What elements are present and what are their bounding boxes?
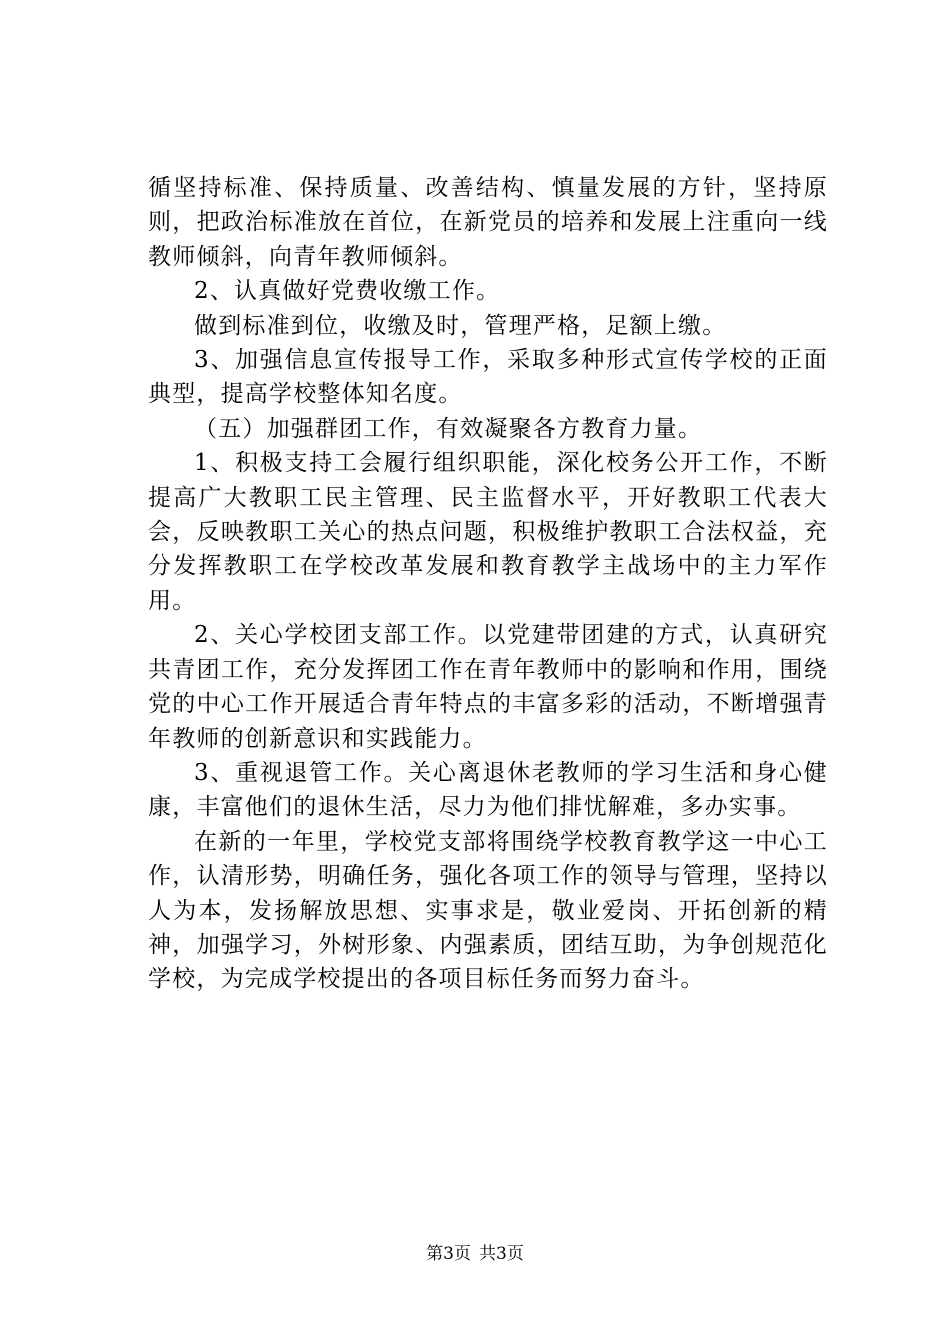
paragraph-retirees: 3、重视退管工作。关心离退休老教师的学习生活和身心健康，丰富他们的退休生活，尽力为他们排忧解难，多办实事。 xyxy=(148,759,828,821)
paragraph-party-dues-detail: 做到标准到位，收缴及时，管理严格，足额上缴。 xyxy=(194,312,727,339)
paragraph-continuation: 循坚持标准、保持质量、改善结构、慎量发展的方针，坚持原则，把政治标准放在首位，在新党员的培养和发展上注重向一线教师倾斜，向青年教师倾斜。 xyxy=(148,175,828,270)
page-number-current: 第3页 xyxy=(426,1244,471,1264)
paragraph-party-dues-heading: 2、认真做好党费收缴工作。 xyxy=(194,278,501,305)
page-number-total: 共3页 xyxy=(479,1244,524,1264)
paragraph-youth-league: 2、关心学校团支部工作。以党建带团建的方式，认真研究共青团工作，充分发挥团工作在青年教师中的影响和作用，围绕党的中心工作开展适合青年特点的丰富多彩的活动，不断增强青年教师的创新意识和实践能力。 xyxy=(148,622,828,752)
paragraph-trade-union: 1、积极支持工会履行组织职能，深化校务公开工作，不断提高广大教职工民主管理、民主监督水平，开好教职工代表大会，反映教职工关心的热点问题，积极维护教职工合法权益，充分发挥教职工在学校改革发展和教育教学主战场中的主力军作用。 xyxy=(148,450,828,614)
page-footer xyxy=(0,1243,950,1265)
paragraph-publicity: 3、加强信息宣传报导工作，采取多种形式宣传学校的正面典型，提高学校整体知名度。 xyxy=(148,347,828,408)
document-body xyxy=(148,171,828,997)
paragraph-conclusion: 在新的一年里，学校党支部将围绕学校教育教学这一中心工作，认清形势，明确任务，强化各项工作的领导与管理，坚持以人为本，发扬解放思想、实事求是，敬业爱岗、开拓创新的精神，加强学习，外树形象、内强素质，团结互助，为争创规范化学校，为完成学校提出的各项目标任务而努力奋斗。 xyxy=(148,828,828,993)
section-heading-mass-organizations: （五）加强群团工作，有效凝聚各方教育力量。 xyxy=(194,415,703,442)
